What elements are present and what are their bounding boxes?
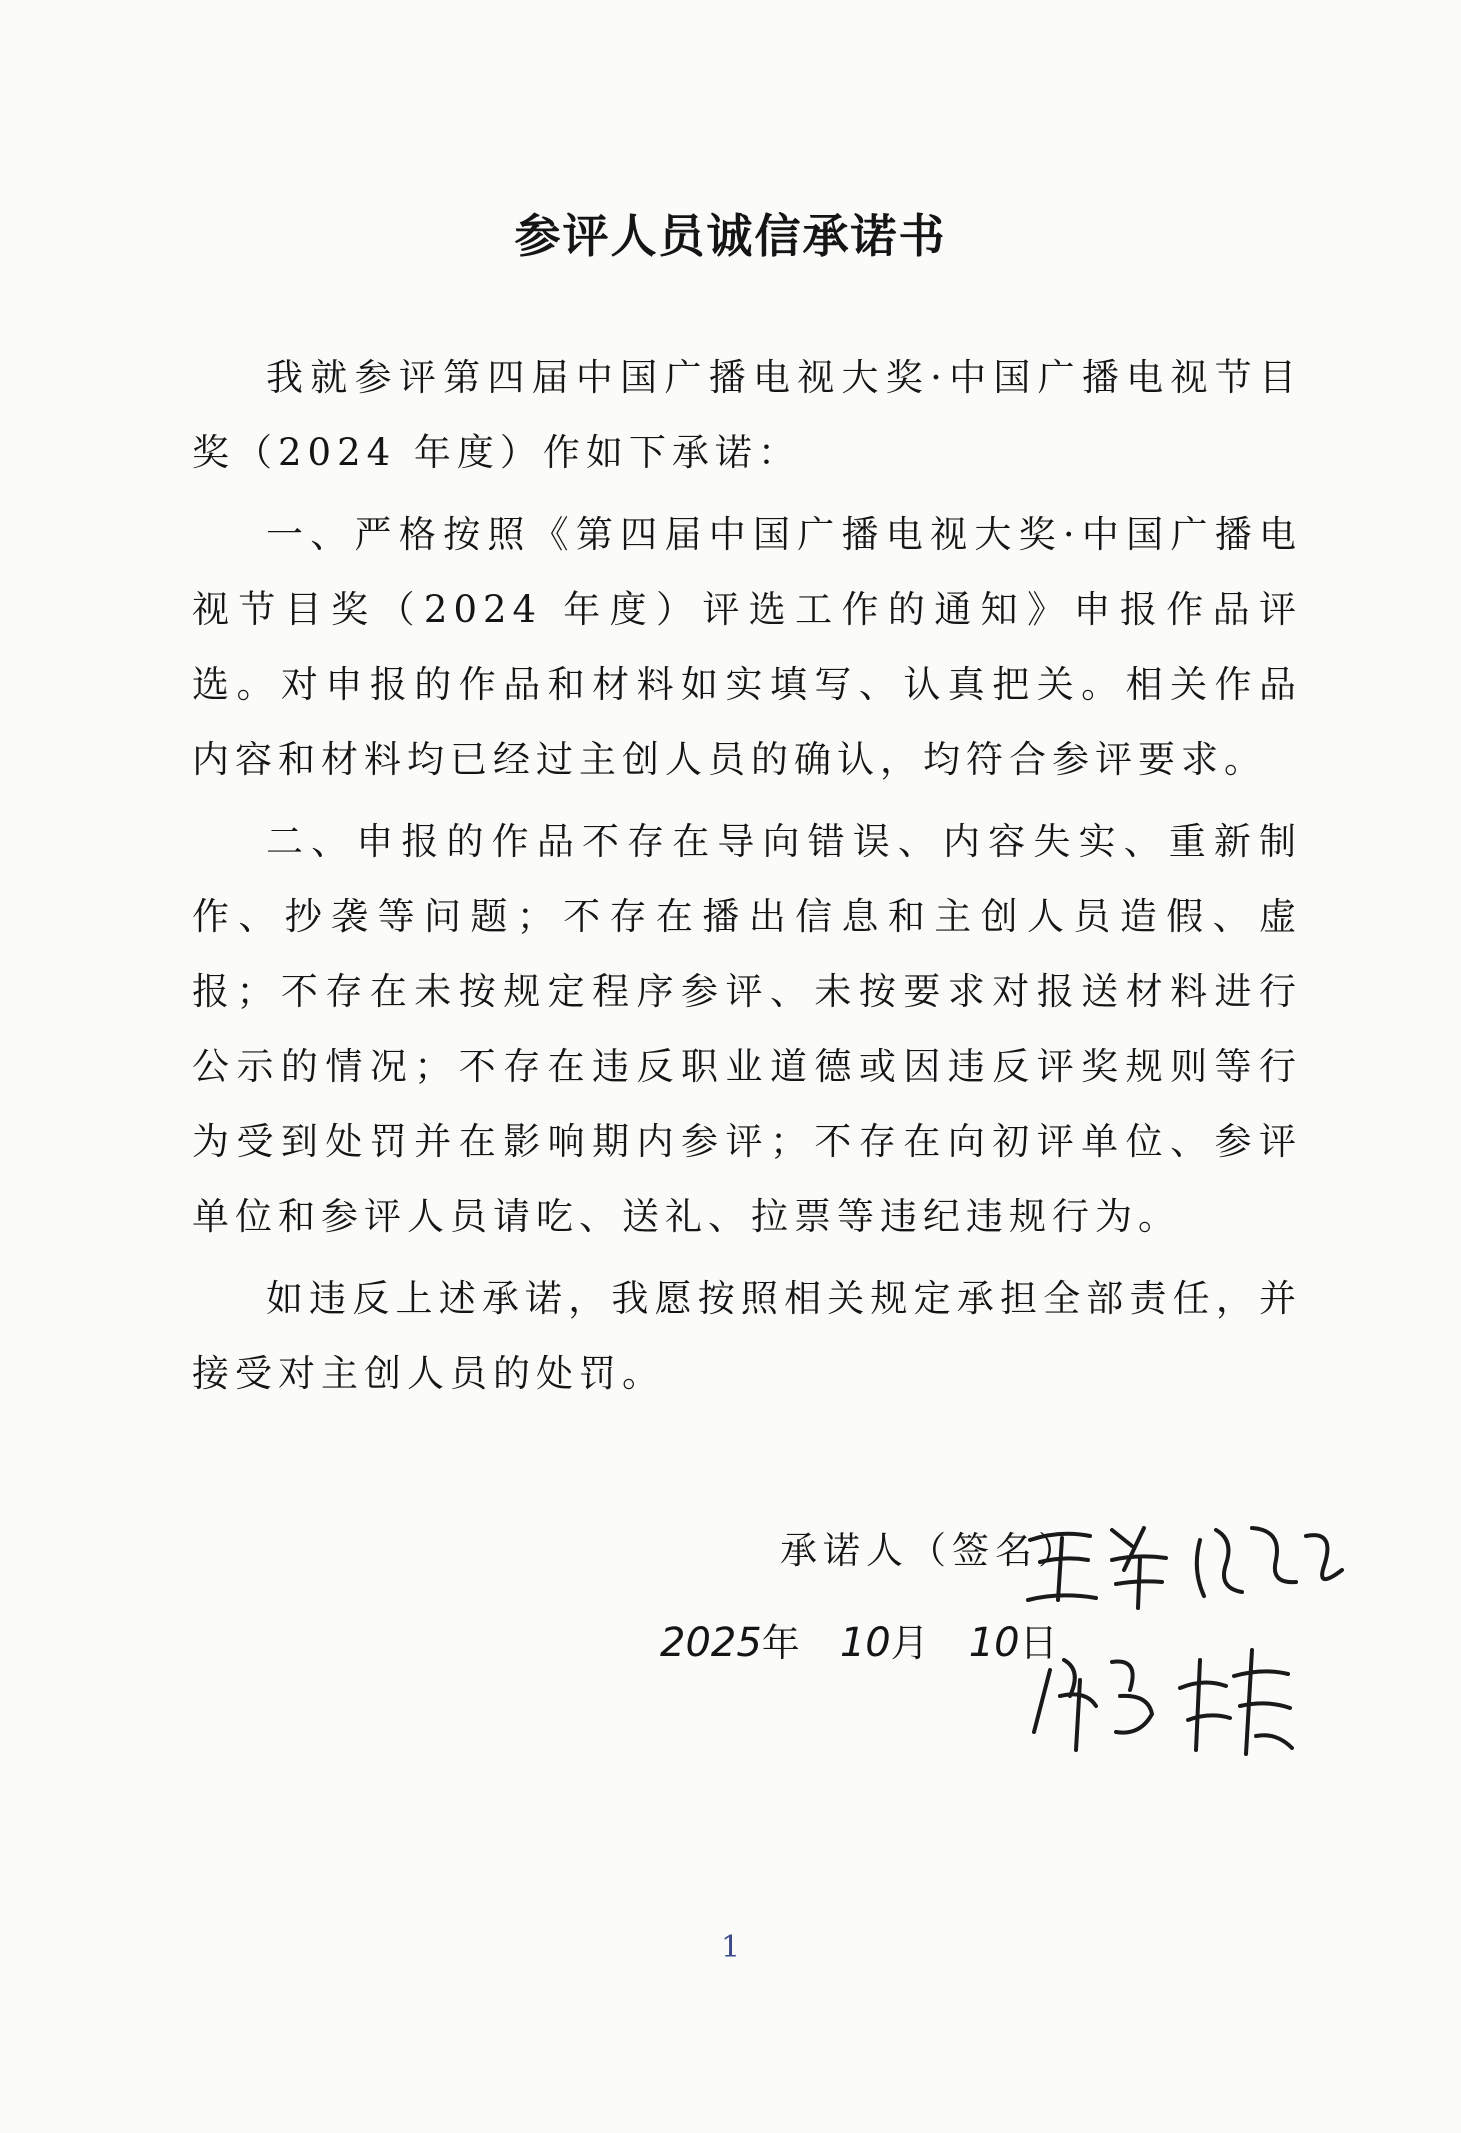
- handwritten-signatures: [1020, 1500, 1380, 1760]
- date-month: 10: [839, 1620, 891, 1666]
- page-number: 1: [720, 1930, 741, 1965]
- sign-date: [660, 1612, 1058, 1667]
- date-year: 2025: [660, 1620, 762, 1666]
- date-day-unit: 日: [1019, 1621, 1058, 1665]
- date-month-unit: 月: [890, 1621, 929, 1665]
- sign-label: 承诺人（签名）: [780, 1529, 1081, 1572]
- closing-paragraph: 如违反上述承诺，我愿按照相关规定承担全部责任，并接受对主创人员的处罚。: [192, 1277, 1302, 1395]
- document-title: 参评人员诚信承诺书: [514, 209, 947, 263]
- document-body: [192, 340, 1302, 1418]
- intro-paragraph: 我就参评第四届中国广播电视大奖·中国广播电视节目奖（2024 年度）作如下承诺：: [192, 356, 1302, 474]
- commitment-paragraph-2: 二、申报的作品不存在导向错误、内容失实、重新制作、抄袭等问题；不存在播出信息和主创人员造假、虚报；不存在未按规定程序参评、未按要求对报送材料进行公示的情况；不存在违反职业道德或因违反评奖规则等行为受到处罚并在影响期内参评；不存在向初评单位、参评单位和参评人员请吃、送礼、拉票等违纪违规行为。: [192, 820, 1302, 1238]
- date-day: 10: [968, 1620, 1020, 1666]
- date-year-unit: 年: [761, 1621, 800, 1665]
- commitment-paragraph-1: 一、严格按照《第四届中国广播电视大奖·中国广播电视节目奖（2024 年度）评选工作的通知》申报作品评选。对申报的作品和材料如实填写、认真把关。相关作品内容和材料均已经过主创人员的确认，均符合参评要求。: [192, 513, 1302, 781]
